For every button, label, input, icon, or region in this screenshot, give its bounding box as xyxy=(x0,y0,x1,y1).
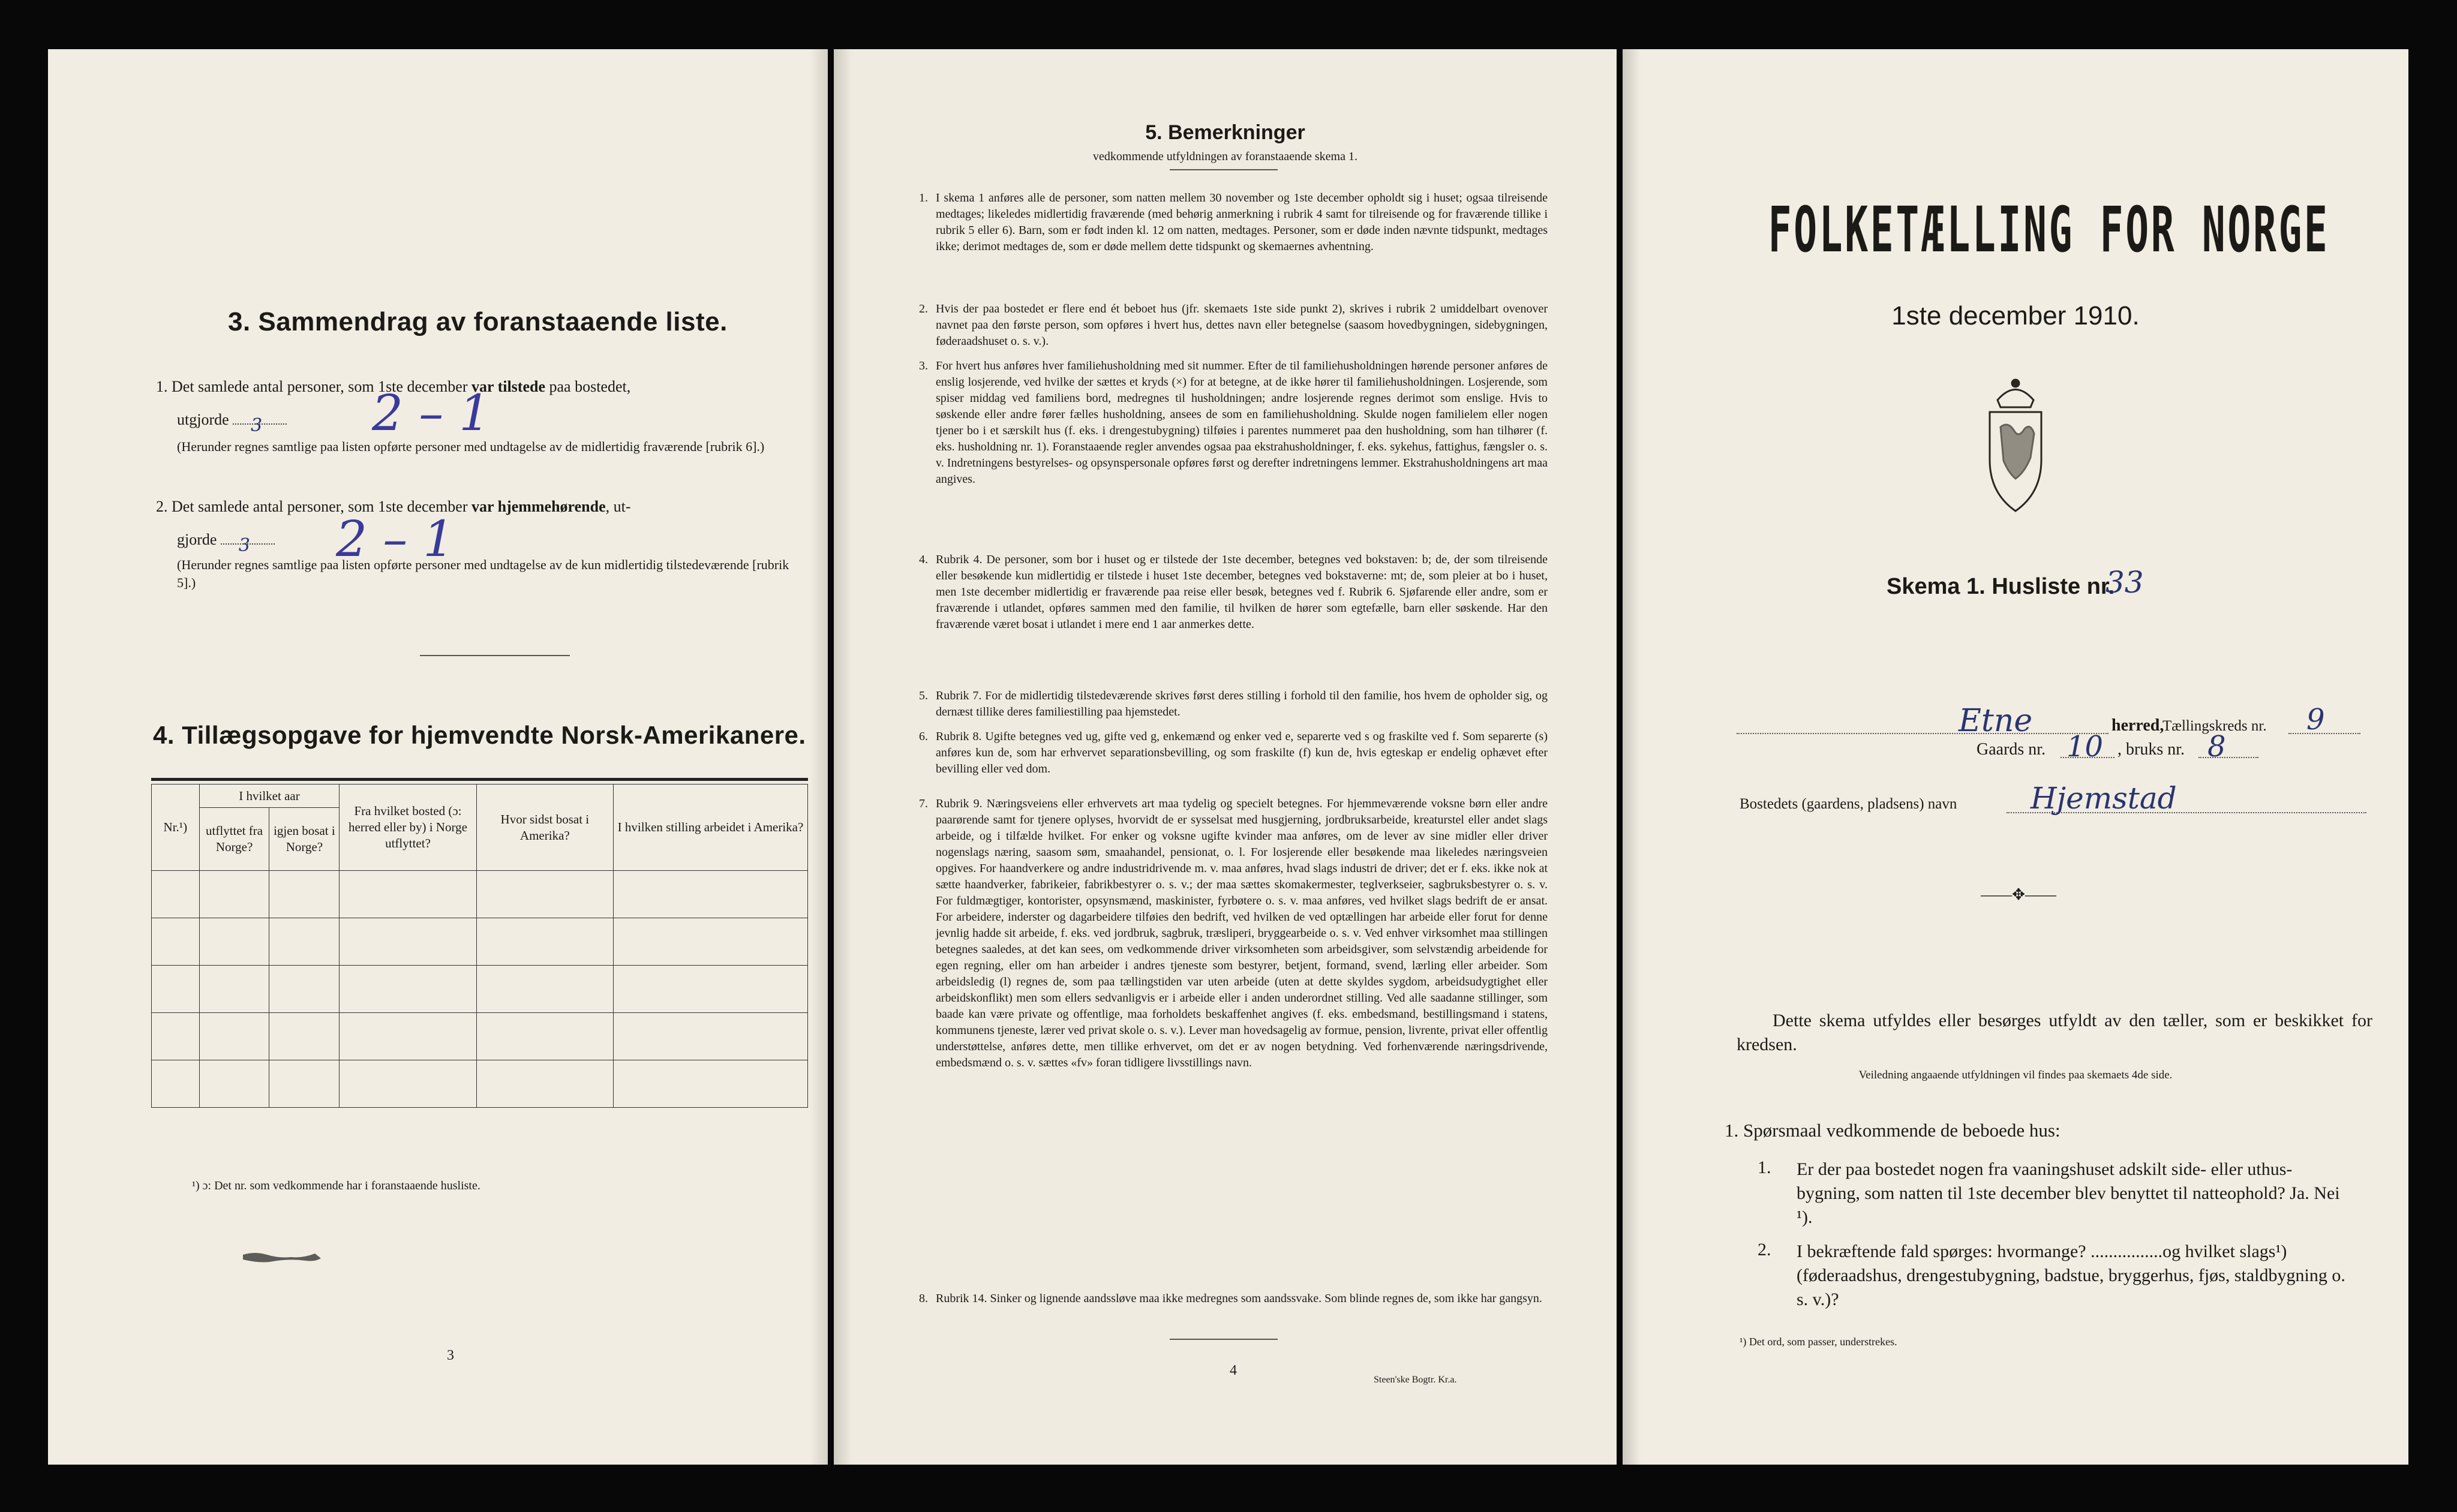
remark-5: 5. Rubrik 7. For de midlertidig tilstedeværende skrives først deres stilling i forhold til den familie, hos hvem de opholder sig, og dernæst tillike deres familiestilling paa hjemstedet. xyxy=(919,689,1548,719)
norsk-amerikanere-table xyxy=(151,784,808,1108)
col-nr: Nr.¹) xyxy=(152,784,200,871)
handwritten-tilstede: 2 – 1 xyxy=(372,385,491,442)
col-utflyttet: utflyttet fra Norge? xyxy=(199,808,269,871)
question-1: Er der paa bostedet nogen fra vaaningshuset adskilt side- eller uthus-bygning, som natten til 1ste december blev benyttet til natteophold? Ja. Nei ¹). xyxy=(1797,1159,2340,1227)
table-footnote: ¹) ɔ: Det nr. som vedkommende har i foranstaaende husliste. xyxy=(192,1179,480,1192)
summary-item-1-note: (Herunder regnes samtlige paa listen opførte personer med undtagelse av de midlertidig fraværende [rubrik 6].) xyxy=(177,439,765,454)
table-top-rule xyxy=(151,778,808,781)
printer-mark: Steen'ske Bogtr. Kr.a. xyxy=(1374,1375,1457,1385)
gaards-value: 10 xyxy=(2066,730,2104,763)
page-number-3: 3 xyxy=(447,1348,454,1363)
summary-item-1: 1. Det samlede antal personer, som 1ste december var tilstede paa bostedet, xyxy=(156,378,631,395)
remark-1: 1. I skema 1 anføres alle de personer, som natten mellem 30 november og 1ste december opholdt sig i huset; ogsaa tilreisende medtages; likeledes midlertidig fraværende (med behørig anmerkning i rubrik 4 samt for tilreisende og for fraværende tillike i rubrik 5 eller 6). Barn, som er født inden kl. 12 om natten, medtages. Personer, som er døde inden nævnte tidspunkt, medtages ikke; derimot medtages de, som er døde mellem dette tidspunkt og skemaernes avhentning. xyxy=(919,191,1548,253)
table-row xyxy=(152,871,808,918)
bruks-value: 8 xyxy=(2207,730,2226,763)
handwritten-count-small-2: 3 xyxy=(238,535,251,556)
veiledning-text: Veiledning angaaende utfyldningen vil findes paa skemaets 4de side. xyxy=(1858,1069,2173,1081)
col-hvor-sidst: Hvor sidst bosat i Amerika? xyxy=(476,784,613,871)
table-row xyxy=(152,966,808,1013)
section-3-title: 3. Sammendrag av foranstaaende liste. xyxy=(228,307,728,336)
remarks-title: 5. Bemerkninger xyxy=(1145,121,1305,144)
krets-label: Tællingskreds nr. xyxy=(2162,718,2267,734)
census-date: 1ste december 1910. xyxy=(1891,301,2140,330)
bosted-value: Hjemstad xyxy=(2031,781,2177,816)
bruks-label: , bruks nr. xyxy=(2117,740,2185,759)
page-3 xyxy=(48,49,828,1465)
remark-2: 2. Hvis der paa bostedet er flere end ét beboet hus (jfr. skemaets 1ste side punkt 2), skrives i rubrik 2 umiddelbart ovenover navnet paa den første person, som opføres i hvert hus, dettes navn eller betegnelse (saasom hovedbygningen, sidebygningen, føderaadshuset o. s. v.). xyxy=(919,302,1548,348)
col-stilling: I hvilken stilling arbeidet i Amerika? xyxy=(614,784,808,871)
table-row xyxy=(152,1060,808,1108)
summary-item-2: 2. Det samlede antal personer, som 1ste december var hjemmehørende, ut- xyxy=(156,498,631,515)
remark-8: 8. Rubrik 14. Sinker og lignende aandssløve maa ikke medregnes som aandssvake. Som blinde regnes de, som ikke har gangsyn. xyxy=(919,1292,1542,1305)
coat-of-arms-icon xyxy=(1977,376,2054,514)
remark-7: 7. Rubrik 9. Næringsveiens eller erhvervets art maa tydelig og specielt betegnes. For hjemmeværende voksne børn eller andre paarørende samt for tjenere oplyses, hvorvidt de er sysselsat med husgjerning, jordbruksarbeide, kreaturstel eller andet slags arbeide, og i tilfælde hvilket. For enker og voksne ugifte kvinder maa anføres, om de lever av sine midler eller driver nogenslags næring, saasom søm, smaahandel, pensionat, o. l. For losjerende eller besøkende maa likeledes næringsveien opgives. For haandverkere og andre industridrivende m. v. maa anføres, hvad slags industri de driver; det er f. eks. ikke nok at sætte haandverker, fabrikeier, fabrikbestyrer o. s. v.; der maa sættes skomakermester, teglverkseier, sagbruksbestyrer o. s. v. For fuldmægtiger, kontorister, opsynsmænd, maskinister, fyrbøtere o. s. v. maa anføres, ved hvilket slags bedrift de er ansat. For arbeidere, inderster og dagarbeidere tilføies den bedrift, ved hvilken de ved optællingen har arbeide eller forut for denne jevnlig hadde sit arbeide, f. eks. ved jordbruk, sagbruk, træsliperi, bryggearbeide o. s. v. Ved enhver virksomhet maa stillingen betegnes saaledes, at det kan sees, om vedkommende driver virksomheten som arbeidsgiver, som selvstændig arbeidende for egen regning, eller om han arbeider i andres tjeneste som bestyrer, betjent, formand, svend, lærling eller arbeider. Som arbeidsledig (l) regnes de, som paa tællingstiden var uten arbeide (uten at dette skyldes sygdom, arbeidsudygtighet eller arbeidskonflikt) men som ellers sedvanligvis er i arbeide eller i anden underordnet stilling. Ved alle saadanne stillinger, som baade kan være private og offentlige, maa forholdets beskaffenhet angives (f. eks. embedsmand, bestillingsmand i statens, kommunens tjeneste, lærer ved privat skole o. s. v.). Lever man hovedsagelig av formue, pension, livrente, privat eller offentlig understøttelse, anføres dette, men tillike erhvervet, om det er av nogen betydning. Ved forhenværende næringsdrivende, embedsmænd o. s. v. sættes «fv» foran tidligere livsstillings navn. xyxy=(919,797,1548,1069)
page-number-4: 4 xyxy=(1230,1363,1237,1378)
krets-value: 9 xyxy=(2306,703,2325,737)
page1-footnote: ¹) Det ord, som passer, understrekes. xyxy=(1740,1336,1897,1348)
herred-value: Etne xyxy=(1959,703,2033,739)
handwritten-hjemmehorende: 2 – 1 xyxy=(336,511,455,568)
husliste-nr: 33 xyxy=(2105,565,2144,600)
page-1: FOLKETÆLLING FOR NORGE 1ste december 1910. Skema 1. Husliste nr. 33 Etne herred, Tællingskreds nr. 9 Gaards nr. 10 , bruks nr. 8 Bostedets (gaardens, pladsens) navn Hjemstad ——✥—— Dette skema utfyldes eller besørges utfyldt av den tæller, som er beskikket for kredsen. Veiledning angaaende utfyldningen vil findes paa skemaets 4de side. 1. Spørsmaal vedkommende de beboede hus: 1. Er der paa bostedet nogen fra vaaningshuset adskilt side- eller uthus-bygning, som natten til 1ste december blev benyttet til natteophold? Ja. Nei ¹). 2. I bekræftende fald spørges: hvormange? ................og hvilket slags¹) (føderaadshus, drengestubygning, badstue, bryggerhus, fjøs, staldbygning o. s. v.)? ¹) Det ord, som passer, understrekes. xyxy=(1623,49,2408,1465)
summary-item-2-note: (Herunder regnes samtlige paa listen opførte personer med undtagelse av de kun midlertidig tilstedeværende [rubrik 5].) xyxy=(177,557,789,590)
page-4 xyxy=(834,49,1617,1465)
remark-3: 3. For hvert hus anføres hver familiehusholdning med sit nummer. Efter de til familiehusholdningen hørende personer anføres de enslig losjerende, ved hvilke der sættes et kryds (×) for at betegne, at de ikke hører til familiehusholdningen. Losjerende, som spiser middag ved familiens bord, medregnes til husholdningen; andre losjerende regnes derimot som enslige. Hvis to søskende eller andre fører fælles husholdning, ansees de som en familiehusholdning. Skulde nogen familielem eller nogen tjener bo i et særskilt hus (f. eks. i drengestubygning) tilføies i parentes nummeret paa den husholdning, som han tilhører (f. eks. husholdning nr. 1). Foranstaaende regler anvendes ogsaa paa ekstrahusholdninger, f. eks. sykehus, fattighus, fængsler o. s. v. Indretningens bestyrelses- og opsynspersonale opføres først og derefter indretningens lemmer. Ekstrahusholdningens art maa angives. xyxy=(919,359,1548,486)
divider xyxy=(420,655,570,656)
question-2: I bekræftende fald spørges: hvormange? ................og hvilket slags¹) (føderaadshus, drengestubygning, badstue, bryggerhus, fjøs, staldbygning o. s. v.)? xyxy=(1797,1242,2345,1309)
handwritten-count-small: 3 xyxy=(251,415,263,436)
table-row xyxy=(152,918,808,966)
skema-label: Skema 1. Husliste nr. xyxy=(1887,574,2115,599)
col-fra-bosted: Fra hvilket bosted (ɔ: herred eller by) i Norge utflyttet? xyxy=(340,784,476,871)
ornament-divider: ——✥—— xyxy=(1981,886,2056,903)
remark-6: 6. Rubrik 8. Ugifte betegnes ved ug, gifte ved g, enkemænd og enker ved e, separerte ved s og fraskilte ved f. Som separerte (s) anføres kun de, som har erhvervet separationsbevilling, og som fraskilte (f) kun de, hvis egteskap er endelig ophævet efter bevilling eller ved dom. xyxy=(919,730,1548,775)
summary-item-2-fill: gjorde 3 xyxy=(177,529,275,551)
section-4-title: 4. Tillægsopgave for hjemvendte Norsk-Amerikanere. xyxy=(153,721,806,749)
ink-smudge xyxy=(240,1243,336,1267)
gaards-label: Gaards nr. xyxy=(1977,740,2046,759)
census-title: FOLKETÆLLING FOR NORGE xyxy=(1768,193,2330,266)
herred-label: herred, xyxy=(2111,716,2164,735)
intro-text: Dette skema utfyldes eller besørges utfyldt av den tæller, som er beskikket for kredsen. xyxy=(1737,1011,2372,1054)
col-group-aar: I hvilket aar xyxy=(199,784,340,808)
bosted-label: Bostedets (gaardens, pladsens) navn xyxy=(1740,796,1957,812)
remarks-subtitle: vedkommende utfyldningen av foranstaaende skema 1. xyxy=(1093,150,1357,163)
remark-4: 4. Rubrik 4. De personer, som bor i huset og er tilstede der 1ste december, betegnes ved bokstaven: b; de, der som tilreisende eller besøkende kun midlertidig er tilstede i huset 1ste december, betegnes ved bokstaverne: mt; de, som pleier at bo i huset, men 1ste december midlertidig er fraværende paa reise eller besøk, betegnes ved f. Rubrik 6. Sjøfarende eller andre, som er fraværende i utlandet, opføres sammen med den familie, til hvilken de hører som egtefælle, barn eller søskende. Har den fraværende været bosat i utlandet i mere end 1 aar anmerkes dette. xyxy=(919,553,1548,631)
table-row xyxy=(152,1013,808,1060)
summary-item-1-fill: utgjorde 3 xyxy=(177,409,287,431)
questions-heading: 1. Spørsmaal vedkommende de beboede hus: xyxy=(1725,1120,2060,1141)
col-igjen-bosat: igjen bosat i Norge? xyxy=(269,808,340,871)
